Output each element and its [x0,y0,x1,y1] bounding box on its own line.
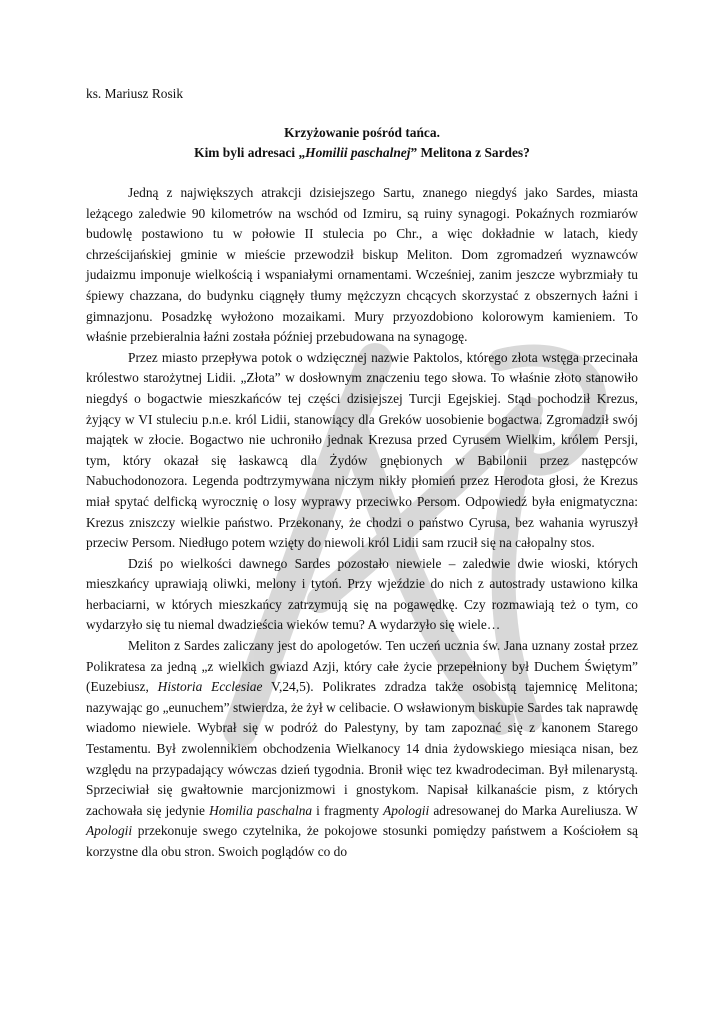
article-title: Krzyżowanie pośród tańca. [284,125,440,140]
document-page [86,84,638,863]
author-name: ks. Mariusz Rosik [86,86,184,101]
paragraph-4: Meliton z Sardes zaliczany jest do apologetów. Ten uczeń ucznia św. Jana uznany został przez Polikratesa za jedną „z wielkich gwiazd Azji, który całe życie przepełniony był Duchem Świętym” (Euzebiusz, Historia Ecclesiae V,24,5). Polikrates zdradza także osobistą tajemnicę Melitona; nazywając go „eunuchem” stwierdza, że żył w celibacie. O wsławionym biskupie Sardes tak naprawdę wiadomo niewiele. Wybrał się w podróż do Palestyny, by tam zapoznać się z kanonem Starego Testamentu. Był zwolennikiem obchodzenia Wielkanocy 14 dnia żydowskiego miesiąca nisan, bez względu na przypadający wówczas dzień tygodnia. Bronił więc tez kwadrodeciman. Był milenarystą. Sprzeciwiał się gwałtownie marcjonizmowi i gnostykom. Napisał kilkanaście pism, z których zachowała się jedynie Homilia paschalna i fragmenty Apologii adresowanej do Marka Aureliusza. W Apologii przekonuje swego czytelnika, że pokojowe stosunki pomiędzy państwem a Kościołem są korzystne dla obu stron. Swoich poglądów co do [86,638,638,859]
paragraph-2: Przez miasto przepływa potok o wdzięcznej nazwie Paktolos, którego złota wstęga przecinała królestwo starożytnej Lidii. „Złota” w dosłownym znaczeniu tego słowa. To właśnie złoto stanowiło niegdyś o bogactwie mieszkańców tej części dzisiejszej Turcji Egejskiej. Stąd pochodził Krezus, żyjący w VI stuleciu p.n.e. król Lidii, stanowiący dla Greków uosobienie bogactwa. Zgromadził swój majątek w złocie. Bogactwo nie uchroniło jednak Krezusa przed Cyrusem Wielkim, królem Persji, tym, który okazał się łaskawcą dla Żydów gnębionych w Babilonii przez następców Nabuchodonozora. Legenda podtrzymywana niczym nikły płomień przez Herodota głosi, że Krezus miał spytać delficką wyrocznię o losy wyprawy przeciwko Persom. Odpowiedź była enigmatyczna: Krezus zniszczy wielkie państwo. Przekonany, że chodzi o państwo Cyrusa, bez wahania wyruszył przeciw Persom. Niedługo potem wzięty do niewoli król Lidii sam rzucił się na całopalny stos. [86,349,638,551]
subtitle-text: Kim byli adresaci „Homilii paschalnej” Melitona z Sardes? [194,145,530,160]
article-subtitle [86,143,638,163]
paragraph-3: Dziś po wielkości dawnego Sardes pozostało niewiele – zaledwie dwie wioski, których mieszkańcy uprawiają oliwki, melony i tytoń. Przy wjeździe do nich z autostrady ustawiono kilka herbaciarni, w których mieszkańcy zatrzymują się na pogawędkę. Czy rozmawiają też o tym, co wydarzyło się tu niemal dwadzieścia wieków temu? A wydarzyło się wiele… [86,555,638,633]
paragraph-1: Jedną z największych atrakcji dzisiejszego Sartu, znanego niegdyś jako Sardes, miasta leżącego zaledwie 90 kilometrów na wschód od Izmiru, są ruiny synagogi. Pokaźnych rozmiarów budowlę postawiono tu w połowie II stulecia po Chr., a więc dokładnie w latach, kiedy chrześcijańskiej gminie w mieście przewodził biskup Meliton. Dom zgromadzeń wyznawców judaizmu imponuje wielkością i wspaniałymi ornamentami. Wcześniej, zanim jeszcze wybrzmiały tu śpiewy chazzana, do budynku ciągnęły tłumy mężczyzn chcących skorzystać z obszernych łaźni i gimnazjonu. Posadzkę wyłożono mozaikami. Mury przyozdobiono kolorowym kamieniem. To właśnie przebieralnia łaźni została później przebudowana na synagogę. [86,185,638,345]
